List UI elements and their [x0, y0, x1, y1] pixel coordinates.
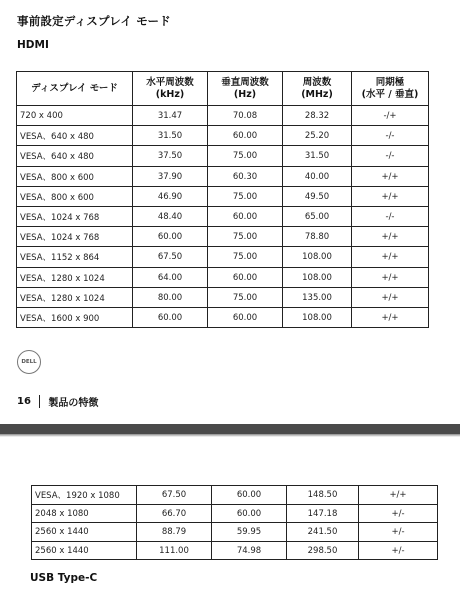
table-cell: VESA、1024 x 768: [17, 206, 133, 226]
table-cell: 37.50: [133, 146, 208, 166]
table-cell: +/-: [359, 541, 438, 560]
table-cell: 80.00: [133, 287, 208, 307]
table-cell: 28.32: [283, 106, 352, 126]
page-break-shadow: [0, 434, 460, 437]
dell-logo: DELL: [17, 350, 41, 374]
table-cell: 75.00: [208, 227, 283, 247]
table-cell: +/+: [352, 307, 429, 327]
table-cell: 78.80: [283, 227, 352, 247]
table-cell: -/-: [352, 126, 429, 146]
table-cell: 147.18: [287, 504, 359, 523]
table-cell: 2560 x 1440: [32, 541, 137, 560]
footer-section-title: 製品の特徴: [48, 398, 99, 409]
table-cell: 135.00: [283, 287, 352, 307]
page-number: 16: [17, 396, 31, 407]
table-cell: 108.00: [283, 307, 352, 327]
table-cell: 60.00: [208, 307, 283, 327]
table-cell: 74.98: [212, 541, 287, 560]
section-subtitle-hdmi: HDMI: [17, 39, 49, 51]
table-cell: 148.50: [287, 486, 359, 505]
table-cell: VESA、800 x 600: [17, 166, 133, 186]
table-cell: +/+: [359, 486, 438, 505]
table-cell: VESA、640 x 480: [17, 126, 133, 146]
footer-separator: [39, 395, 41, 408]
table-row: [17, 106, 429, 126]
table-body: [32, 486, 438, 560]
table-cell: 60.00: [208, 126, 283, 146]
table-cell: 60.00: [208, 206, 283, 226]
table-cell: 37.90: [133, 166, 208, 186]
table-cell: 720 x 400: [17, 106, 133, 126]
table-cell: -/+: [352, 106, 429, 126]
table-cell: 48.40: [133, 206, 208, 226]
table-row: [17, 146, 429, 166]
table-cell: 60.00: [212, 486, 287, 505]
table-row: [17, 247, 429, 267]
header-horizontal-frequency: 水平周波数 (kHz): [133, 72, 208, 106]
table-cell: VESA、1280 x 1024: [17, 287, 133, 307]
table-cell: 2560 x 1440: [32, 523, 137, 542]
table-cell: VESA、1920 x 1080: [32, 486, 137, 505]
table-cell: -/-: [352, 206, 429, 226]
table-row: [17, 267, 429, 287]
table-cell: +/+: [352, 267, 429, 287]
table-cell: +/-: [359, 523, 438, 542]
table-cell: 66.70: [137, 504, 212, 523]
table-row: [32, 523, 438, 542]
table-row: [17, 186, 429, 206]
table-cell: 70.08: [208, 106, 283, 126]
table-cell: 111.00: [137, 541, 212, 560]
table-cell: 60.00: [212, 504, 287, 523]
section-subtitle-usb-type-c: USB Type-C: [30, 572, 98, 584]
page-footer: [17, 394, 98, 409]
table-cell: +/+: [352, 166, 429, 186]
table-row: [17, 287, 429, 307]
table-cell: VESA、1280 x 1024: [17, 267, 133, 287]
header-pixel-clock: 周波数 (MHz): [283, 72, 352, 106]
table-cell: 75.00: [208, 287, 283, 307]
header-display-mode: ディスプレイ モード: [17, 72, 133, 106]
header-vertical-frequency: 垂直周波数 (Hz): [208, 72, 283, 106]
table-cell: 67.50: [133, 247, 208, 267]
table-header-row: [17, 72, 429, 106]
table-row: [32, 486, 438, 505]
table-cell: 31.47: [133, 106, 208, 126]
table-cell: 64.00: [133, 267, 208, 287]
header-sync-polarity: 同期極 (水平 / 垂直): [352, 72, 429, 106]
table-cell: VESA、1152 x 864: [17, 247, 133, 267]
table-cell: 75.00: [208, 146, 283, 166]
table-cell: VESA、800 x 600: [17, 186, 133, 206]
table-cell: +/+: [352, 247, 429, 267]
table-cell: 31.50: [283, 146, 352, 166]
table-cell: 108.00: [283, 267, 352, 287]
table-row: [17, 166, 429, 186]
table-cell: VESA、640 x 480: [17, 146, 133, 166]
table-cell: +/+: [352, 287, 429, 307]
display-modes-table-continued: [31, 485, 438, 560]
table-cell: VESA、1024 x 768: [17, 227, 133, 247]
table-cell: +/-: [359, 504, 438, 523]
table-cell: 65.00: [283, 206, 352, 226]
table-cell: 46.90: [133, 186, 208, 206]
table-cell: 40.00: [283, 166, 352, 186]
table-row: [32, 504, 438, 523]
table-cell: +/+: [352, 227, 429, 247]
table-row: [17, 227, 429, 247]
table-cell: 49.50: [283, 186, 352, 206]
page-title: 事前設定ディスプレイ モード: [17, 14, 171, 28]
table-cell: 108.00: [283, 247, 352, 267]
table-cell: 67.50: [137, 486, 212, 505]
display-modes-table: [16, 71, 429, 328]
table-cell: 298.50: [287, 541, 359, 560]
table-cell: 2048 x 1080: [32, 504, 137, 523]
page-break-bar: [0, 424, 460, 434]
table-cell: 60.00: [208, 267, 283, 287]
table-cell: 60.30: [208, 166, 283, 186]
table-cell: 241.50: [287, 523, 359, 542]
table-cell: 59.95: [212, 523, 287, 542]
table-row: [17, 126, 429, 146]
table-cell: 60.00: [133, 307, 208, 327]
table-cell: 25.20: [283, 126, 352, 146]
table-cell: -/-: [352, 146, 429, 166]
table-cell: 75.00: [208, 186, 283, 206]
table-body: [17, 106, 429, 328]
table-cell: 88.79: [137, 523, 212, 542]
table-cell: 60.00: [133, 227, 208, 247]
table-row: [17, 206, 429, 226]
table-cell: +/+: [352, 186, 429, 206]
table-cell: VESA、1600 x 900: [17, 307, 133, 327]
table-row: [32, 541, 438, 560]
table-cell: 75.00: [208, 247, 283, 267]
table-row: [17, 307, 429, 327]
table-cell: 31.50: [133, 126, 208, 146]
